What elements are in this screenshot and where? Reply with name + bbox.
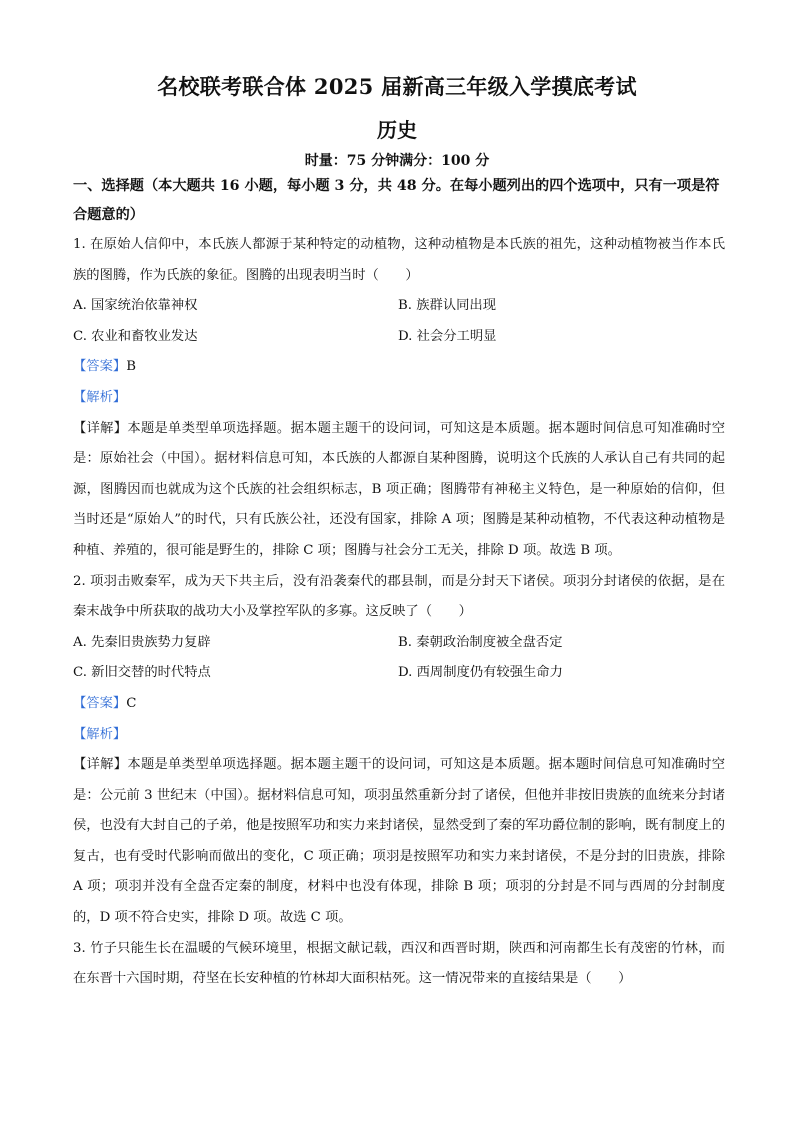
option-c: C. 农业和畜牧业发达 [73,328,198,344]
detail-paragraph: 【详解】本题是单类型单项选择题。据本题主题干的设问词，可知这是本质题。据本题时间信息可知准确时空是：公元前 3 世纪末（中国）。据材料信息可知，项羽虽然重新分封了诸侯，但他并非按旧贵族的血统来分封诸侯，也没有大封自己的子弟，他是按照军功和实力来封诸侯，显然受到了秦的军功爵位制的影响，既有制度上的复古，也有受时代影响而做出的变化，C 项正确；项羽是按照军功和实力来封诸侯，不是分封的旧贵族，排除 A 项；项羽并没有全盘否定秦的制度，材料中也没有体现，排除 B 项；项羽的分封是不同与西周的分封制度的，D 项不符合史实，排除 D 项。故选 C 项。 [73,757,726,926]
section-heading: 一、选择题（本大题共 16 小题，每小题 3 分，共 48 分。在每小题列出的四个选项中，只有一项是符合题意的） [73,178,720,223]
question-3 [73,934,725,995]
detail-text: 本题是单类型单项选择题。据本题主题干的设问词，可知这是本质题。据本题时间信息可知准确时空是：原始社会（中国）。据材料信息可知，本氏族的人都源自某种图腾，说明这个氏族的人承认自己有共同的起源，图腾因而也就成为这个氏族的社会组织标志，B 项正确；图腾带有神秘主义特色，是一种原始的信仰，但当时还是“原始人”的时代，只有氏族公社，还没有国家，排除 A 项；图腾是某种动植物，不代表这种动植物是种植、养殖的，很可能是野生的，排除 C 项；图腾与社会分工无关，排除 D 项。故选 B 项。 [73,420,726,558]
option-c: C. 新旧交替的时代特点 [73,665,211,681]
detail-paragraph: 【详解】本题是单类型单项选择题。据本题主题干的设问词，可知这是本质题。据本题时间信息可知准确时空是：原始社会（中国）。据材料信息可知，本氏族的人都源自某种图腾，说明这个氏族的人承认自己有共同的起源，图腾因而也就成为这个氏族的社会组织标志，B 项正确；图腾带有神秘主义特色，是一种原始的信仰，但当时还是“原始人”的时代，只有氏族公社，还没有国家，排除 A 项；图腾是某种动植物，不代表这种动植物是种植、养殖的，很可能是野生的，排除 C 项；图腾与社会分工无关，排除 D 项。故选 B 项。 [73,420,726,558]
options-row [73,658,725,689]
answer-line [73,689,725,720]
answer-tag: 【答案】 [73,695,127,711]
options-row [73,628,725,659]
subject-title: 历史 [377,118,417,142]
options-row [73,291,725,322]
question-2 [73,567,725,934]
time-score-info: 时量：75 分钟满分：100 分 [304,153,490,169]
question-1 [73,230,725,567]
answer-line [73,352,725,383]
answer-value: B [126,359,136,375]
detail-text: 本题是单类型单项选择题。据本题主题干的设问词，可知这是本质题。据本题时间信息可知准确时空是：公元前 3 世纪末（中国）。据材料信息可知，项羽虽然重新分封了诸侯，但他并非按旧贵族的血统来分封诸侯，也没有大封自己的子弟，他是按照军功和实力来封诸侯，显然受到了秦的军功爵位制的影响，既有制度上的复古，也有受时代影响而做出的变化，C 项正确；项羽是按照军功和实力来封诸侯，不是分封的旧贵族，排除 A 项；项羽并没有全盘否定秦的制度，材料中也没有体现，排除 B 项；项羽的分封是不同与西周的分封制度的，D 项不符合史实，排除 D 项。故选 C 项。 [73,757,726,926]
answer-value: C [126,695,137,711]
question-stem: 3. 竹子只能生长在温暖的气候环境里，根据文献记载，西汉和西晋时期，陕西和河南都生长有茂密的竹林，而在东晋十六国时期，苻坚在长安种植的竹林却大面积枯死。这一情况带来的直接结果是（ ） [73,940,725,987]
question-stem: 2. 项羽击败秦军，成为天下共主后，没有沿袭秦代的郡县制，而是分封天下诸侯。项羽分封诸侯的依据，是在秦末战争中所获取的战功大小及掌控军队的多寡。这反映了（ ） [73,573,725,620]
exam-content [73,172,725,995]
analysis-line [73,383,725,414]
option-d: D. 西周制度仍有较强生命力 [398,665,563,681]
answer-tag: 【答案】 [73,359,127,375]
option-a: A. 国家统治依靠神权 [73,298,198,314]
analysis-tag: 【解析】 [73,389,127,405]
option-a: A. 先秦旧贵族势力复辟 [73,634,211,650]
option-b: B. 秦朝政治制度被全盘否定 [398,634,563,650]
options-row [73,322,725,353]
analysis-line [73,720,725,751]
exam-title: 名校联考联合体 2025 届新高三年级入学摸底考试 [157,74,637,99]
analysis-tag: 【解析】 [73,726,127,742]
option-d: D. 社会分工明显 [398,328,497,344]
question-stem: 1. 在原始人信仰中，本氏族人都源于某种特定的动植物，这种动植物是本氏族的祖先，这种动植物被当作本氏族的图腾，作为氏族的象征。图腾的出现表明当时（ ） [73,237,725,283]
option-b: B. 族群认同出现 [398,298,497,314]
